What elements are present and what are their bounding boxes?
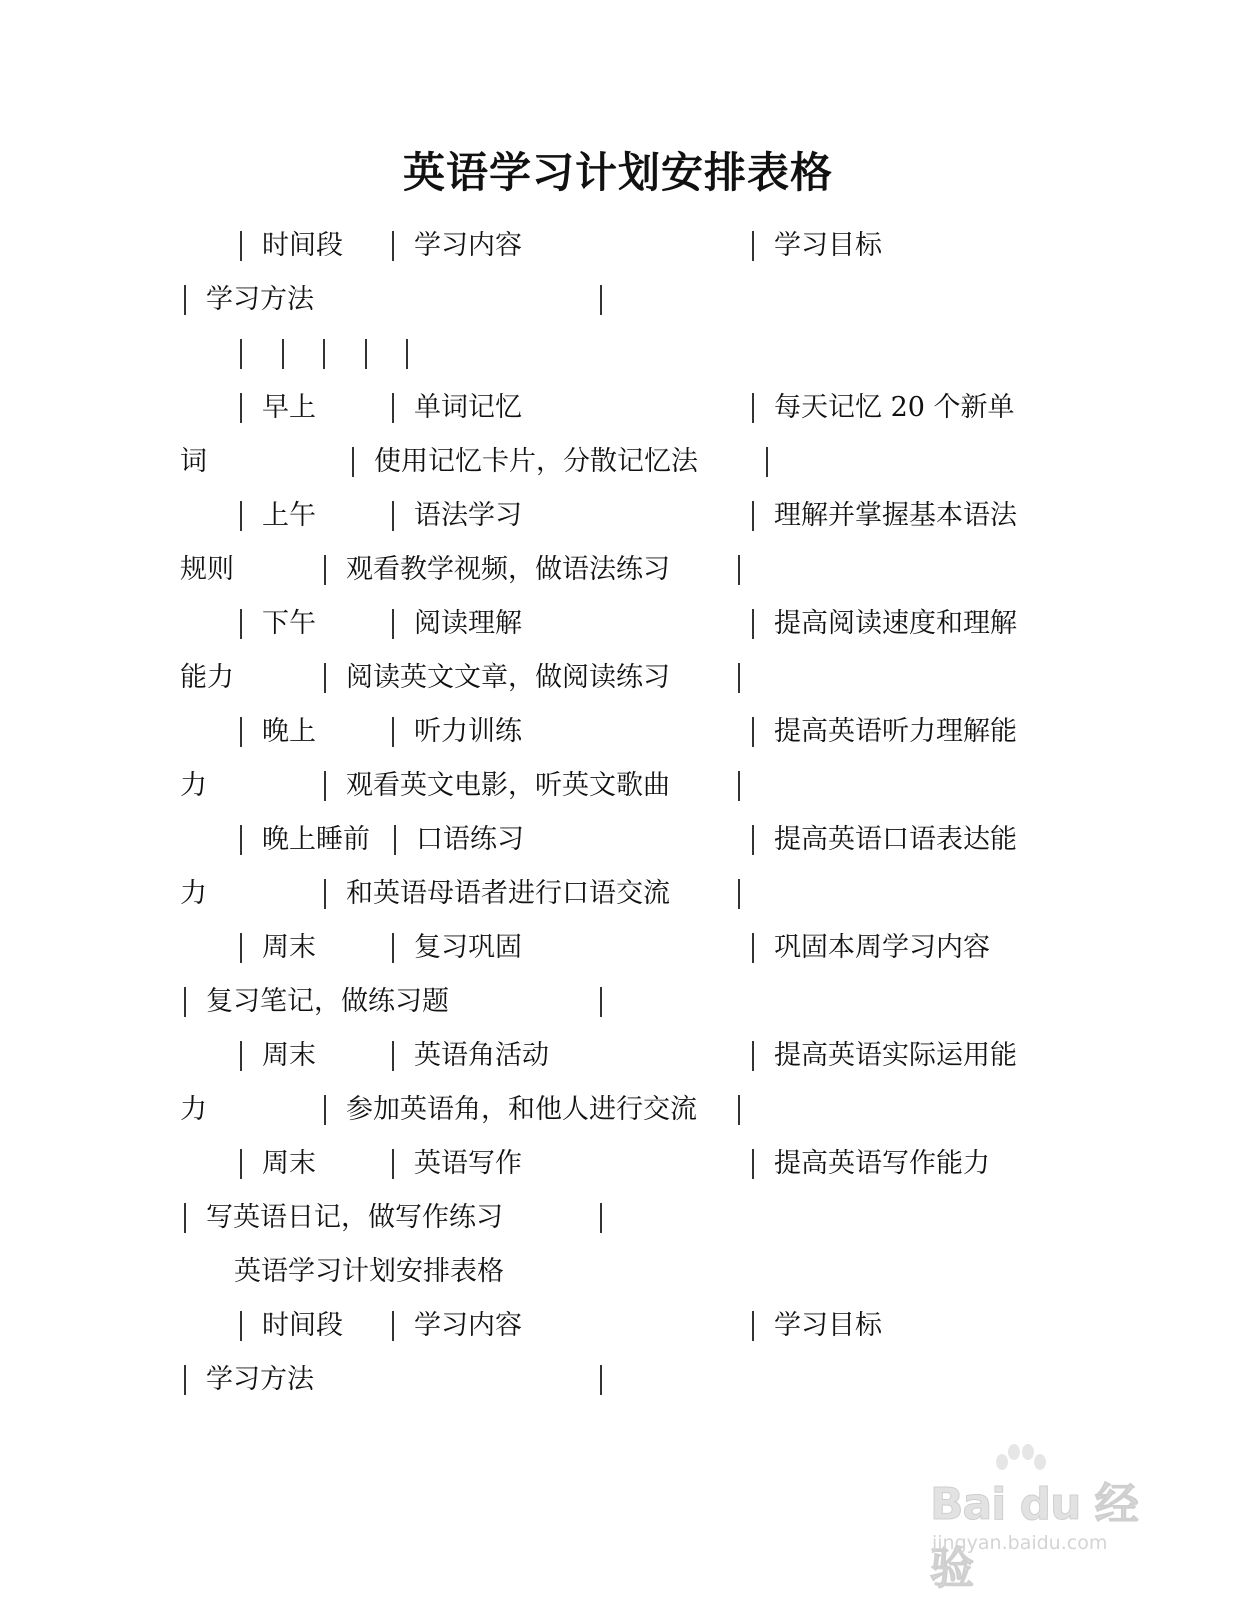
column-divider xyxy=(406,339,408,369)
column-divider xyxy=(324,663,326,693)
header-time: 时间段 xyxy=(262,230,343,261)
column-divider xyxy=(324,771,326,801)
row-method: 和英语母语者进行口语交流 xyxy=(346,878,670,909)
column-divider xyxy=(184,1365,186,1395)
row-goal-wrap: 力 xyxy=(180,1094,207,1125)
column-divider xyxy=(324,555,326,585)
column-divider xyxy=(240,1311,242,1341)
header-time: 时间段 xyxy=(262,1310,343,1341)
column-divider xyxy=(392,1041,394,1071)
column-divider xyxy=(738,555,740,585)
header-goal: 学习目标 xyxy=(774,230,882,261)
column-divider xyxy=(752,501,754,531)
row-method: 写英语日记，做写作练习 xyxy=(206,1202,503,1233)
repeat-title: 英语学习计划安排表格 xyxy=(234,1256,504,1287)
column-divider xyxy=(240,339,242,369)
row-goal-wrap: 规则 xyxy=(180,554,234,585)
row-method: 阅读英文文章，做阅读练习 xyxy=(346,662,670,693)
header-goal: 学习目标 xyxy=(774,1310,882,1341)
row-goal: 巩固本周学习内容 xyxy=(774,932,990,963)
column-divider xyxy=(240,1149,242,1179)
row-time: 晚上 xyxy=(262,716,316,747)
row-goal: 提高英语口语表达能 xyxy=(774,824,1017,855)
column-divider xyxy=(392,231,394,261)
column-divider xyxy=(752,933,754,963)
row-goal: 每天记忆 20 个新单 xyxy=(774,392,1015,423)
row-time: 周末 xyxy=(262,932,316,963)
column-divider xyxy=(392,609,394,639)
row-content: 听力训练 xyxy=(414,716,522,747)
row-method: 使用记忆卡片，分散记忆法 xyxy=(374,446,698,477)
column-divider xyxy=(392,1149,394,1179)
row-content: 英语角活动 xyxy=(414,1040,549,1071)
column-divider xyxy=(600,1203,602,1233)
column-divider xyxy=(738,663,740,693)
column-divider xyxy=(240,933,242,963)
row-time: 早上 xyxy=(262,392,316,423)
row-content: 单词记忆 xyxy=(414,392,522,423)
row-goal-wrap: 能力 xyxy=(180,662,234,693)
column-divider xyxy=(184,1203,186,1233)
column-divider xyxy=(240,501,242,531)
column-divider xyxy=(240,609,242,639)
header-method: 学习方法 xyxy=(206,284,314,315)
column-divider xyxy=(600,987,602,1017)
column-divider xyxy=(752,1311,754,1341)
row-goal-wrap: 力 xyxy=(180,770,207,801)
row-goal: 理解并掌握基本语法 xyxy=(774,500,1017,531)
row-goal: 提高英语听力理解能 xyxy=(774,716,1017,747)
column-divider xyxy=(752,825,754,855)
column-divider xyxy=(282,339,284,369)
column-divider xyxy=(392,501,394,531)
header-method: 学习方法 xyxy=(206,1364,314,1395)
row-content: 口语练习 xyxy=(416,824,524,855)
column-divider xyxy=(766,447,768,477)
row-time: 周末 xyxy=(262,1040,316,1071)
row-goal: 提高阅读速度和理解 xyxy=(774,608,1017,639)
column-divider xyxy=(752,717,754,747)
column-divider xyxy=(752,1149,754,1179)
row-time: 下午 xyxy=(262,608,316,639)
column-divider xyxy=(240,231,242,261)
column-divider xyxy=(240,825,242,855)
column-divider xyxy=(365,339,367,369)
row-goal: 提高英语实际运用能 xyxy=(774,1040,1017,1071)
row-time: 上午 xyxy=(262,500,316,531)
baidu-jingyan-watermark xyxy=(926,1440,1156,1594)
column-divider xyxy=(752,609,754,639)
column-divider xyxy=(240,1041,242,1071)
column-divider xyxy=(600,285,602,315)
page-title: 英语学习计划安排表格 xyxy=(402,148,833,197)
watermark-url: jingyan.baidu.com xyxy=(932,1532,1108,1554)
column-divider xyxy=(352,447,354,477)
column-divider xyxy=(240,393,242,423)
column-divider xyxy=(392,933,394,963)
row-content: 英语写作 xyxy=(414,1148,522,1179)
row-time: 周末 xyxy=(262,1148,316,1179)
header-content: 学习内容 xyxy=(414,1310,522,1341)
column-divider xyxy=(392,393,394,423)
column-divider xyxy=(752,393,754,423)
column-divider xyxy=(738,879,740,909)
row-content: 语法学习 xyxy=(414,500,522,531)
row-method: 观看教学视频，做语法练习 xyxy=(346,554,670,585)
column-divider xyxy=(394,825,396,855)
column-divider xyxy=(324,879,326,909)
column-divider xyxy=(240,717,242,747)
watermark-logo: Bai du 经验 xyxy=(930,1479,1138,1594)
column-divider xyxy=(323,339,325,369)
column-divider xyxy=(738,771,740,801)
row-time: 晚上睡前 xyxy=(262,824,370,855)
row-goal-wrap: 词 xyxy=(180,446,207,477)
column-divider xyxy=(752,231,754,261)
row-content: 复习巩固 xyxy=(414,932,522,963)
row-goal: 提高英语写作能力 xyxy=(774,1148,990,1179)
column-divider xyxy=(392,1311,394,1341)
column-divider xyxy=(324,1095,326,1125)
row-method: 复习笔记，做练习题 xyxy=(206,986,449,1017)
row-method: 观看英文电影，听英文歌曲 xyxy=(346,770,670,801)
column-divider xyxy=(752,1041,754,1071)
row-content: 阅读理解 xyxy=(414,608,522,639)
column-divider xyxy=(392,717,394,747)
row-method: 参加英语角，和他人进行交流 xyxy=(346,1094,697,1125)
column-divider xyxy=(184,285,186,315)
column-divider xyxy=(600,1365,602,1395)
header-content: 学习内容 xyxy=(414,230,522,261)
row-goal-wrap: 力 xyxy=(180,878,207,909)
column-divider xyxy=(738,1095,740,1125)
column-divider xyxy=(184,987,186,1017)
